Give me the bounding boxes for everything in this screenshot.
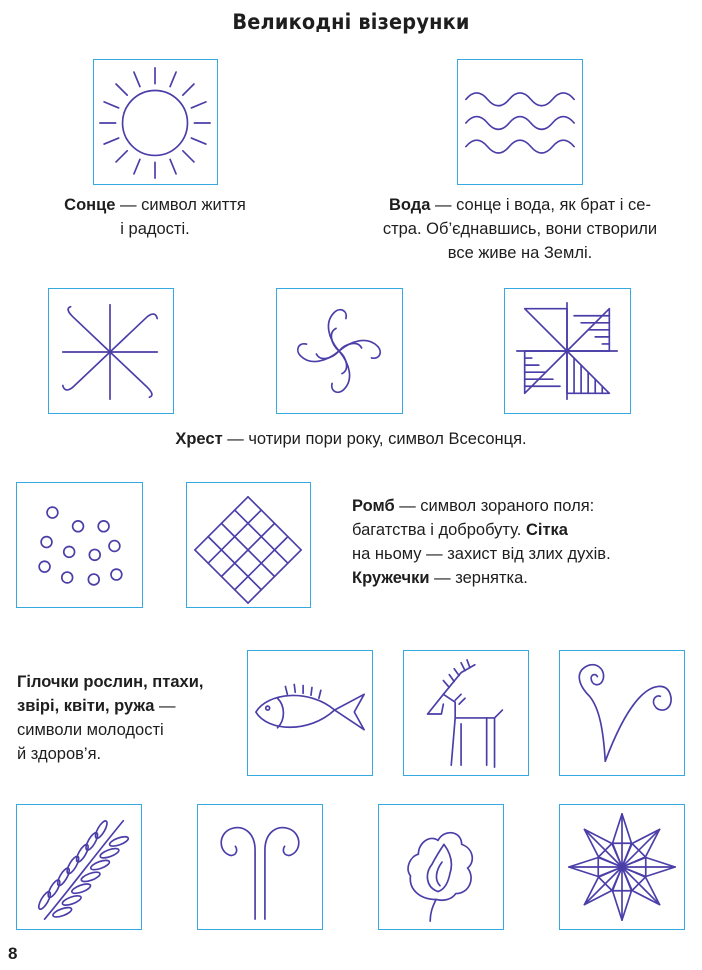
cross-hatched-icon [505,289,630,413]
rhomb-caption [352,494,692,590]
branch-icon [17,805,141,929]
spirals-symbol-box [559,650,685,776]
circles-text: — зернятка. [429,569,528,587]
curls-icon [198,805,322,929]
flower-icon [379,805,503,929]
circles-symbol-box [16,482,143,608]
cross-text: — чотири пори року, символ Всесонця. [222,430,527,448]
rhomb-text-3: на ньому — захист від злих духів. [352,545,611,563]
branches-caption [17,670,247,766]
deer-symbol-box [403,650,529,776]
deer-icon [404,651,528,775]
sun-text-2: і радості. [120,220,190,238]
sun-icon [94,60,217,184]
water-term: Вода [389,196,431,214]
star-symbol-box [559,804,685,930]
branches-term-2: звірі, квіти, ружа [17,697,155,715]
cross-swirl-icon [49,289,173,413]
spirals-icon [560,651,684,775]
circles-term: Кружечки [352,569,430,587]
rhomb-symbol-box [186,482,311,608]
branches-dash: — [154,697,176,715]
rhomb-grid-icon [187,483,310,607]
cross-symbol-box-2 [276,288,403,414]
page-number: 8 [8,944,18,963]
cross-caption [60,427,642,451]
water-caption [355,193,685,265]
water-symbol-box [457,59,583,185]
cross-term: Хрест [175,430,223,448]
rhomb-term: Ромб [352,497,395,515]
water-text: — сонце і вода, як брат і се- [430,196,651,214]
fish-symbol-box [247,650,373,776]
flower-symbol-box [378,804,504,930]
sun-text: — символ життя [115,196,246,214]
water-text-2: стра. Об’єднавшись, вони створили [382,220,658,238]
branches-term-1: Гілочки рослин, птахи, [17,673,204,691]
grid-term: Сітка [525,521,568,539]
sun-term: Сонце [64,196,116,214]
circles-icon [17,483,142,607]
branches-text-3: символи молодості [17,721,164,739]
cross-symbol-box-3 [504,288,631,414]
water-waves-icon [458,60,582,184]
rhomb-text: — символ зораного поля: [394,497,595,515]
page-title: Великодні візерунки [232,10,470,34]
branch-symbol-box [16,804,142,930]
cross-petals-icon [277,289,402,413]
sun-caption [40,193,270,241]
water-text-3: все живе на Землі. [447,244,593,262]
rhomb-text-2: багатства і добробуту. [352,521,526,539]
star-icon [560,805,684,929]
cross-symbol-box-1 [48,288,174,414]
branches-text-4: й здоров’я. [17,745,102,763]
curls-symbol-box [197,804,323,930]
sun-symbol-box [93,59,218,185]
fish-icon [248,651,372,775]
